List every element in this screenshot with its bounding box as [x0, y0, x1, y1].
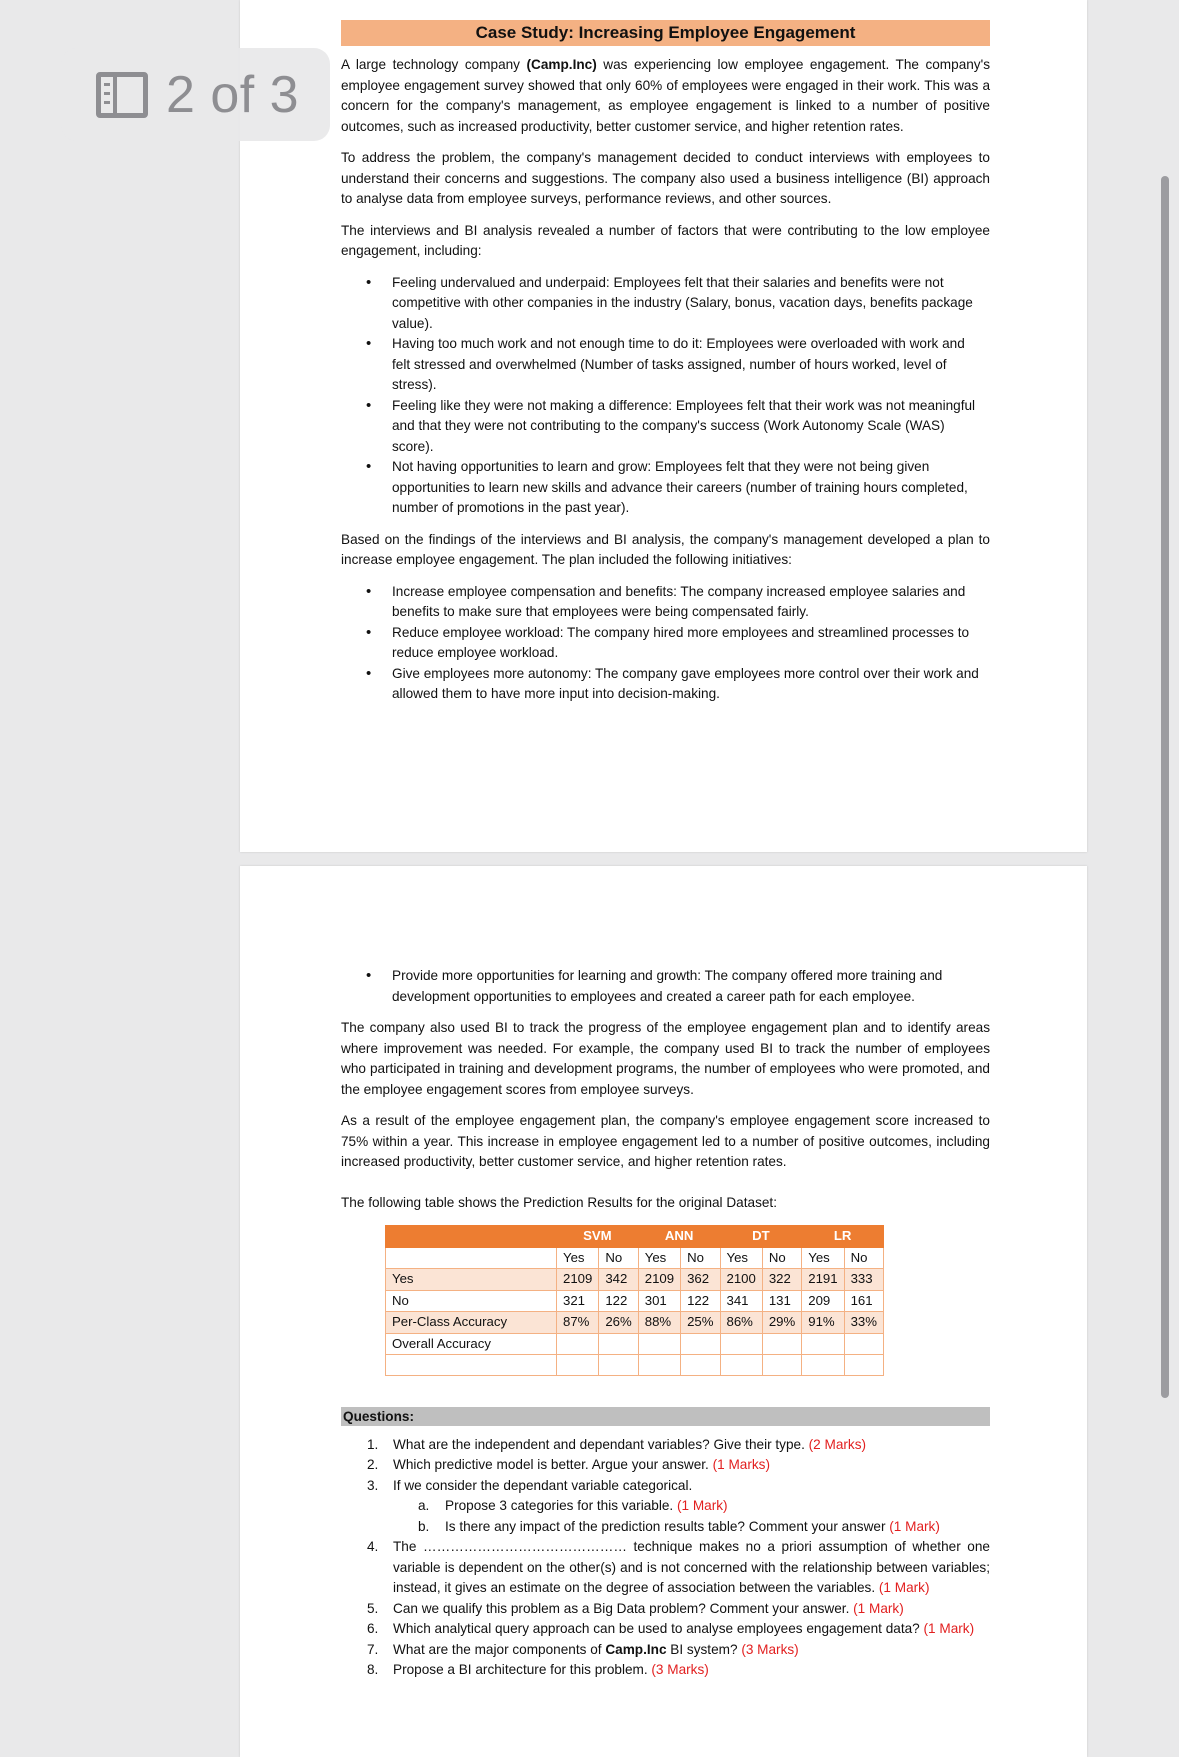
subheader-cell: Yes	[802, 1247, 844, 1269]
marks-label: (2 Marks)	[808, 1436, 867, 1452]
marks-label: (3 Marks)	[741, 1641, 799, 1657]
subheader-cell: Yes	[638, 1247, 680, 1269]
table-row	[386, 1290, 884, 1312]
table-cell	[557, 1333, 599, 1355]
marks-label: (1 Mark)	[853, 1600, 904, 1616]
question-item: 3. If we consider the dependant variable categorical.	[367, 1477, 693, 1493]
page-indicator-label: 2 of 3	[166, 65, 300, 124]
questions-heading: Questions:	[341, 1407, 990, 1426]
table-row	[386, 1333, 884, 1355]
row-label: Per-Class Accuracy	[386, 1312, 557, 1334]
approach-paragraph: To address the problem, the company's management decided to conduct interviews with employees to understand their concerns and suggestions. The company also used a business intelligence (BI) approach to analyse data from employee surveys, performance reviews, and other sources.	[341, 150, 990, 206]
marks-label: (1 Mark)	[878, 1580, 930, 1595]
vertical-scrollbar[interactable]	[1161, 176, 1169, 1398]
table-cell: 161	[844, 1290, 883, 1312]
subheader-cell: Yes	[720, 1247, 762, 1269]
marks-label: (3 Marks)	[651, 1662, 709, 1677]
table-cell	[638, 1355, 680, 1376]
table-cell: 87%	[557, 1312, 599, 1334]
subheader-cell: No	[599, 1247, 638, 1269]
page-1-content	[341, 20, 990, 716]
table-cell: 2100	[720, 1269, 762, 1291]
table-cell	[844, 1355, 883, 1376]
table-cell: 322	[762, 1269, 801, 1291]
table-cell: 333	[844, 1269, 883, 1291]
initiative-item: • Reduce employee workload: The company hired more employees and streamlined processes to reduce employee workload.	[341, 623, 982, 664]
factor-item: • Feeling undervalued and underpaid: Employees felt that their salaries and benefits were not competitive with other companies in the industry (Salary, bonus, vacation days, benefits package value).	[341, 273, 982, 335]
table-cell: 2109	[557, 1269, 599, 1291]
table-cell	[844, 1333, 883, 1355]
questions-list	[341, 1435, 990, 1681]
table-cell	[802, 1355, 844, 1376]
sub-question-item: a. Propose 3 categories for this variable. (1 Mark)	[418, 1498, 728, 1513]
table-cell: 209	[802, 1290, 844, 1312]
table-cell: 91%	[802, 1312, 844, 1334]
subheader-cell: No	[762, 1247, 801, 1269]
plan-paragraph: Based on the findings of the interviews and BI analysis, the company's management developed a plan to increase employee engagement. The plan included the following initiatives:	[341, 531, 990, 567]
row-label	[386, 1355, 557, 1376]
row-label: Overall Accuracy	[386, 1333, 557, 1355]
results-paragraph: As a result of the employee engagement plan, the company's employee engagement score increased to 75% within a year. This increase in employee engagement led to a number of positive outcomes, including increased productivity, better customer service, and higher retention rates.	[341, 1113, 990, 1169]
page-2-content	[341, 966, 990, 1681]
table-cell	[720, 1355, 762, 1376]
question-item: 7. What are the major components of Camp.Inc BI system? (3 Marks)	[367, 1641, 799, 1657]
table-cell: 33%	[844, 1312, 883, 1334]
table-cell: 321	[557, 1290, 599, 1312]
sidebar-icon[interactable]	[96, 72, 148, 118]
marks-label: (1 Mark)	[923, 1621, 975, 1636]
table-cell	[681, 1355, 720, 1376]
factor-item: • Having too much work and not enough time to do it: Employees were overloaded with work and felt stressed and overwhelmed (Number of tasks assigned, number of hours worked, level of stress).	[341, 334, 982, 396]
table-cell: 342	[599, 1269, 638, 1291]
company-name: (Camp.Inc)	[526, 57, 597, 72]
question-item: 8. Propose a BI architecture for this problem. (3 Marks)	[367, 1662, 709, 1677]
table-cell: 122	[599, 1290, 638, 1312]
model-header-ann: ANN	[638, 1226, 720, 1248]
table-corner-cell	[386, 1226, 557, 1248]
subheader-cell: Yes	[557, 1247, 599, 1269]
document-page-1	[240, 0, 1087, 852]
sub-question-item: b. Is there any impact of the prediction results table? Comment your answer (1 Mark)	[418, 1518, 940, 1534]
initiatives-list	[341, 582, 990, 705]
table-cell: 88%	[638, 1312, 680, 1334]
table-cell	[762, 1355, 801, 1376]
prediction-results-table	[385, 1225, 884, 1376]
case-study-title: Case Study: Increasing Employee Engagement	[341, 20, 990, 46]
table-cell: 122	[681, 1290, 720, 1312]
question-item: 4. The ……………………………………… technique makes no a priori assumption of whether one variable is dependent on the other(s) and is not concerned with the relationship between variables; instead, it gives an estimate on the degree of association between the variables. (1 Mark)	[367, 1539, 990, 1595]
table-subheader-row	[386, 1247, 884, 1269]
marks-label: (1 Marks)	[712, 1457, 771, 1472]
factors-intro-paragraph: The interviews and BI analysis revealed a number of factors that were contributing to the low employee engagement, including:	[341, 222, 990, 258]
model-header-svm: SVM	[557, 1226, 639, 1248]
question-item: 2. Which predictive model is better. Argue your answer. (1 Marks)	[367, 1457, 771, 1472]
table-cell: 301	[638, 1290, 680, 1312]
table-intro: The following table shows the Prediction Results for the original Dataset:	[341, 1194, 777, 1210]
model-header-dt: DT	[720, 1226, 802, 1248]
tracking-paragraph: The company also used BI to track the progress of the employee engagement plan and to identify areas where improvement was needed. For example, the company used BI to track the number of employees who participated in training and development programs, the number of employees who were promoted, and the employee engagement scores from employee surveys.	[341, 1020, 990, 1097]
table-cell: 26%	[599, 1312, 638, 1334]
table-cell: 29%	[762, 1312, 801, 1334]
table-cell: 2191	[802, 1269, 844, 1291]
question-item: 6. Which analytical query approach can be used to analyse employees engagement data? (1 Mark)	[367, 1621, 975, 1636]
table-cell	[386, 1247, 557, 1269]
question-item: 1. What are the independent and dependant variables? Give their type. (2 Marks)	[367, 1436, 867, 1452]
subheader-cell: No	[681, 1247, 720, 1269]
page-indicator[interactable]	[61, 48, 330, 141]
table-cell: 25%	[681, 1312, 720, 1334]
initiative-item: • Provide more opportunities for learning and growth: The company offered more training and development opportunities to employees and created a career path for each employee.	[341, 966, 982, 1007]
table-cell	[720, 1333, 762, 1355]
row-label: Yes	[386, 1269, 557, 1291]
marks-label: (1 Mark)	[889, 1518, 940, 1534]
table-row	[386, 1355, 884, 1376]
table-model-header-row	[386, 1226, 884, 1248]
intro-paragraph: A large technology company (Camp.Inc) was experiencing low employee engagement. The company's employee engagement survey showed that only 60% of employees were engaged in their work. This was a concern for the company's management, as employee engagement is linked to a number of positive outcomes, such as increased productivity, better customer service, and higher retention rates.	[341, 57, 991, 134]
subheader-cell: No	[844, 1247, 883, 1269]
model-header-lr: LR	[802, 1226, 884, 1248]
table-cell: 362	[681, 1269, 720, 1291]
table-cell	[638, 1333, 680, 1355]
table-cell	[557, 1355, 599, 1376]
table-cell	[762, 1333, 801, 1355]
table-row	[386, 1269, 884, 1291]
table-cell	[599, 1333, 638, 1355]
table-cell: 341	[720, 1290, 762, 1312]
table-cell: 86%	[720, 1312, 762, 1334]
document-page-2	[240, 866, 1087, 1757]
row-label: No	[386, 1290, 557, 1312]
marks-label: (1 Mark)	[676, 1498, 728, 1513]
factor-item: • Not having opportunities to learn and grow: Employees felt that they were not being given opportunities to learn new skills and advance their careers (number of training hours completed, number of promotions in the past year).	[341, 457, 982, 519]
factor-item: • Feeling like they were not making a difference: Employees felt that their work was not meaningful and that they were not contributing to the company's success (Work Autonomy Scale (WAS) score).	[341, 396, 982, 458]
initiative-item: • Increase employee compensation and benefits: The company increased employee salaries and benefits to make sure that employees were being compensated fairly.	[341, 582, 982, 623]
initiative-item: • Give employees more autonomy: The company gave employees more control over their work and allowed them to have more input into decision-making.	[341, 664, 982, 705]
table-cell	[802, 1333, 844, 1355]
question-item: 5. Can we qualify this problem as a Big Data problem? Comment your answer. (1 Mark)	[367, 1600, 904, 1616]
factors-list	[341, 273, 990, 519]
table-cell	[681, 1333, 720, 1355]
table-row	[386, 1312, 884, 1334]
initiatives-list-continued	[341, 966, 990, 1007]
table-cell	[599, 1355, 638, 1376]
table-cell: 131	[762, 1290, 801, 1312]
table-cell: 2109	[638, 1269, 680, 1291]
